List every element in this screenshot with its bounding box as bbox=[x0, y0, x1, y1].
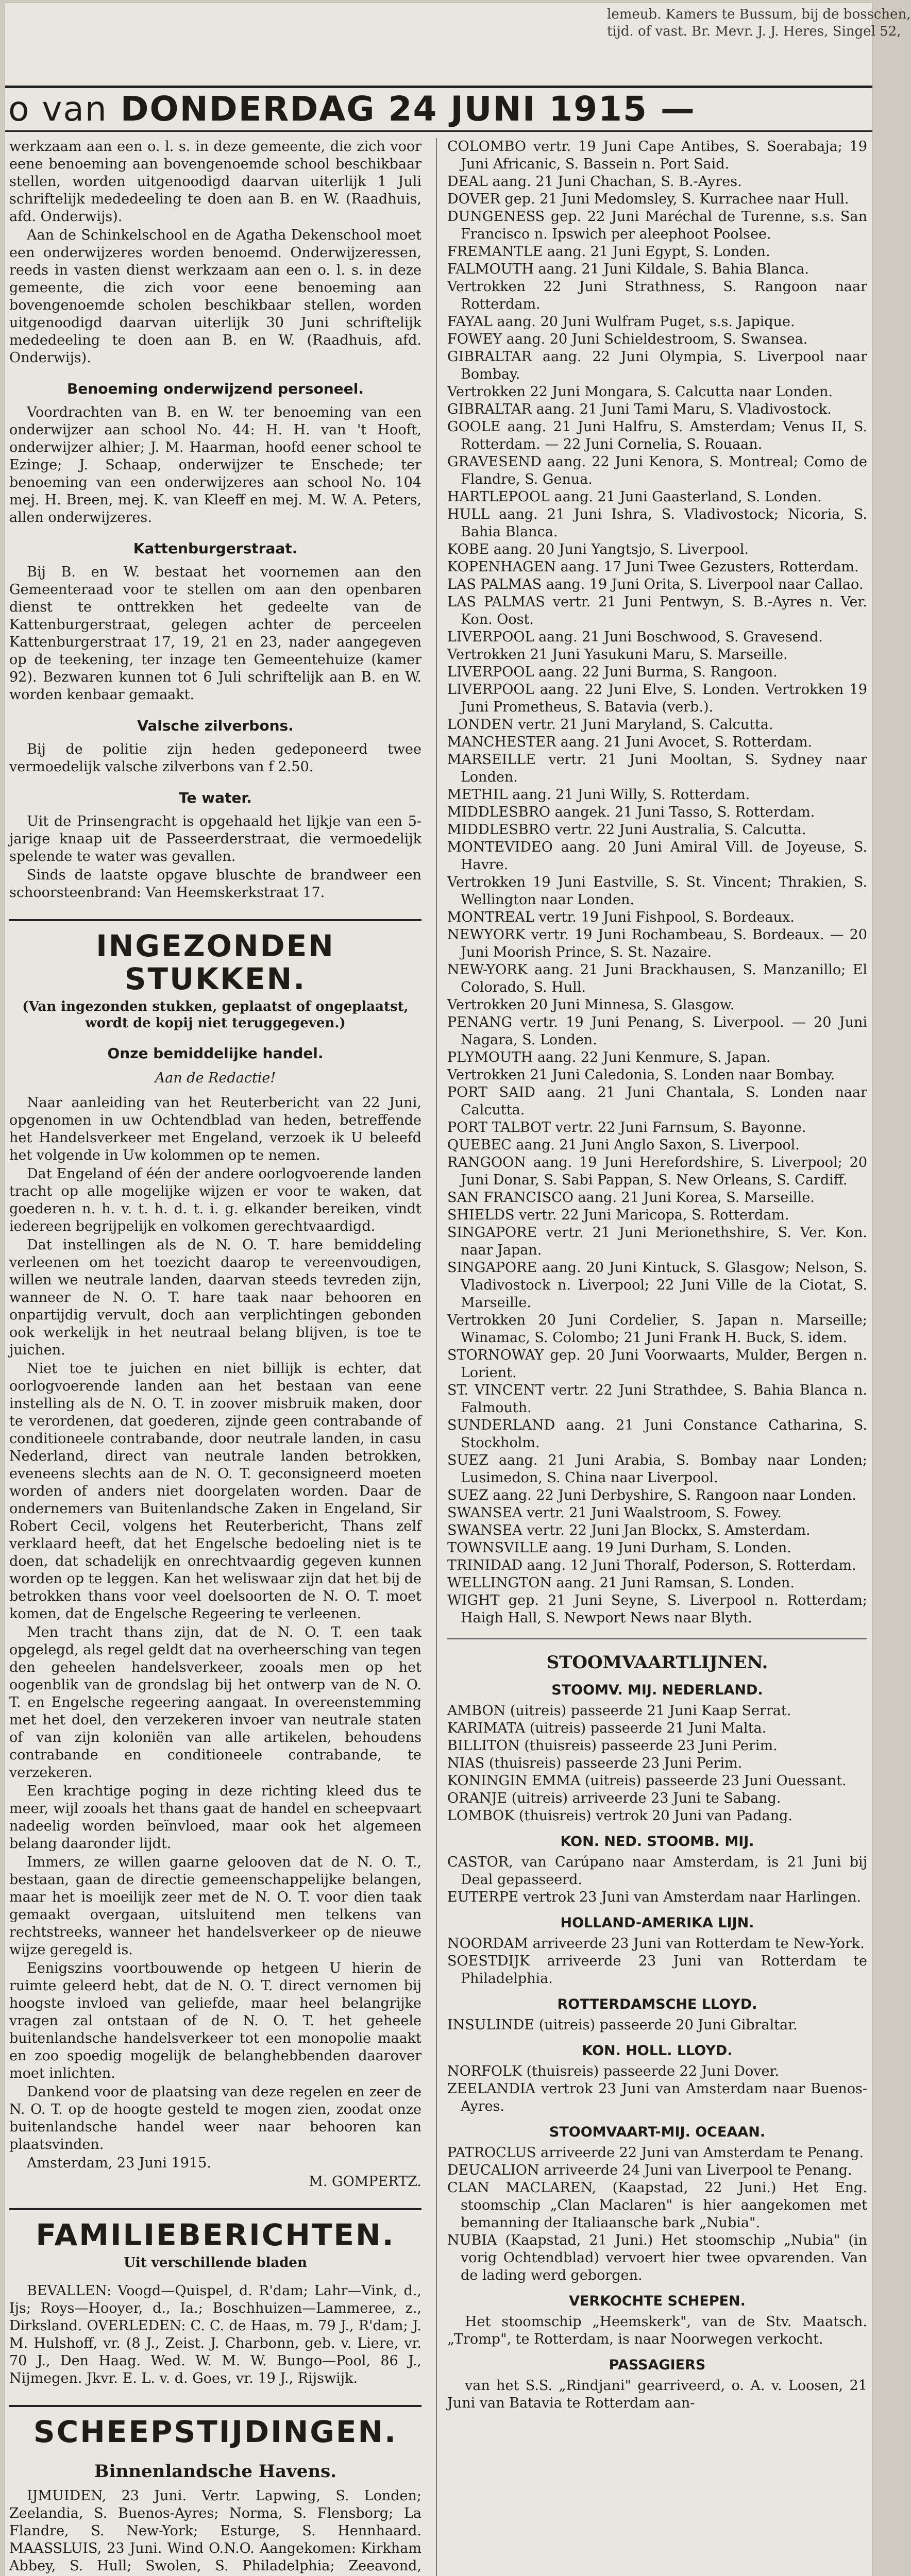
paragraph: Aan de Schinkelschool en de Agatha Dekenschool moet een onderwijzeres worden benoemd. Onderwijzeressen, reeds in vasten dienst werkzaam aan een o. l. s. in deze gemeente, die zich voor eene benoeming aan bovengenoemde scholen beschikbaar stellen, worden uitgenoodigd daarvan uiterlijk 30 Juni schriftelijk mededeeling te doen aan B. en W. (Raadhuis, afd. Onderwijs). bbox=[9, 227, 421, 366]
right-column bbox=[447, 138, 867, 2576]
ship-entry: LOMBOK (thuisreis) vertrok 20 Juni van Padang. bbox=[447, 1808, 792, 1824]
left-column bbox=[9, 138, 421, 2576]
port-entry: RANGOON aang. 19 Juni Herefordshire, S. Liverpool; 20 Juni Donar, S. Sabi Pappan, S. New Orleans, S. Cardiff. bbox=[447, 1155, 867, 1188]
port-entries-list bbox=[447, 138, 867, 1627]
port-entry: SWANSEA vertr. 21 Juni Waalstroom, S. Fowey. bbox=[447, 1505, 782, 1521]
port-entry: MONTREAL vertr. 19 Juni Fishpool, S. Bordeaux. bbox=[447, 909, 795, 925]
dateline-date: DONDERDAG 24 JUNI 1915 — bbox=[120, 89, 696, 129]
company-heading: STOOMV. MIJ. NEDERLAND. bbox=[551, 1682, 763, 1698]
port-entry: DEAL aang. 21 Juni Chachan, S. B.-Ayres. bbox=[447, 174, 742, 190]
port-entry: NEW-YORK aang. 21 Juni Brackhausen, S. Manzanillo; El Colorado, S. Hull. bbox=[447, 962, 867, 995]
letter-paragraph: Dat Engeland of één der andere oorlogvoerende landen tracht op alle mogelijke wijzen er voor te waken, dat goederen n. h. v. t. h. d. t. i. g. elkander bereiken, vindt iedereen begrijpelijk en volkomen gerechtvaardigd. bbox=[9, 1166, 421, 1234]
letter-paragraph: Dankend voor de plaatsing van deze regelen en zeer de N. O. T. op de hoogte gesteld te mogen zien, zoodat onze buitenlandsche handel weer naar behooren kan plaatsvinden. bbox=[9, 2084, 421, 2153]
port-entry: PENANG vertr. 19 Juni Penang, S. Liverpool. — 20 Juni Nagara, S. Londen. bbox=[447, 1014, 867, 1048]
ship-entry: INSULINDE (uitreis) passeerde 20 Juni Gibraltar. bbox=[447, 2017, 798, 2033]
paragraph: IJMUIDEN, 23 Juni. Vertr. Lapwing, S. Londen; Zeelandia, S. Buenos-Ayres; Norma, S. Flensborg; La Flandre, S. New-York; Esturge, S. Hennhaard. MAASSLUIS, 23 Juni. Wind O.N.O. Aangekomen: Kirkham Abbey, S. Hull; Swolen, S. Philadelphia; Zeeavond, bbox=[9, 2488, 421, 2574]
scheeps-title: SCHEEPSTIJDINGEN. bbox=[9, 2405, 421, 2448]
port-entry: GOOLE aang. 21 Juni Halfru, S. Amsterdam; Venus II, S. Rotterdam. — 22 Juni Cornelia, S. Rouaan. bbox=[447, 419, 867, 452]
ship-entry: NOORDAM arriveerde 23 Juni van Rotterdam te New-York. bbox=[447, 1936, 865, 1952]
paragraph: BEVALLEN: Voogd—Quispel, d. R'dam; Lahr—Vink, d., Ijs; Roys—Hooyer, d., Ia.; Boschhuizen—Lammeree, z., Dirksland. OVERLEDEN: C. C. de Haas, m. 79 J., R'dam; J. M. Hulshoff, vr. (8 J., Zeist. J. Charbonn, geb. v. Liere, vr. 70 J., Den Haag. Wed. W. M. W. Bungo—Pool, 86 J., Nijmegen. Jkvr. E. L. v. d. Goes, vr. 19 J., Rijswijk. bbox=[9, 2283, 421, 2386]
section-heading: Kattenburgerstraat. bbox=[133, 540, 298, 557]
port-entry: HULL aang. 21 Juni Ishra, S. Vladivostock; Nicoria, S. Bahia Blanca. bbox=[447, 506, 867, 540]
ship-entry: KONINGIN EMMA (uitreis) passeerde 23 Juni Ouessant. bbox=[447, 1773, 847, 1789]
letter-paragraph: Dat instellingen als de N. O. T. hare bemiddeling verleenen om het toezicht daarop te vereenvoudigen, willen we neutrale landen, daarvan steeds tevreden zijn, wanneer de N. O. T. hare taak naar behooren en onpartijdig vervult, doch aan verplichtingen gebonden ook werkelijk in het neutraal belang blijven, is toe te juichen. bbox=[9, 1237, 421, 1358]
port-entry: PLYMOUTH aang. 22 Juni Kenmure, S. Japan. bbox=[447, 1049, 771, 1065]
familie-subtitle: Uit verschillende bladen bbox=[124, 2255, 307, 2270]
port-entry: LAS PALMAS aang. 19 Juni Orita, S. Liverpool naar Callao. bbox=[447, 577, 864, 592]
binnen-heading: Binnenlandsche Havens. bbox=[94, 2461, 337, 2482]
company-heading: VERKOCHTE SCHEPEN. bbox=[569, 2293, 746, 2309]
company-heading: KON. NED. STOOMB. MIJ. bbox=[560, 1834, 754, 1850]
paragraph: van het S.S. „Rindjani" gearriveerd, o. A. v. Loosen, 21 Juni van Batavia te Rotterdam aan- bbox=[447, 2378, 867, 2411]
ship-entry: ORANJE (uitreis) arriveerde 23 Juni te Sabang. bbox=[447, 1790, 781, 1806]
ship-entry: AMBON (uitreis) passeerde 21 Juni Kaap Serrat. bbox=[447, 1703, 791, 1719]
ship-entry: KARIMATA (uitreis) passeerde 21 Juni Malta. bbox=[447, 1720, 767, 1736]
letter-salutation: Aan de Redactie! bbox=[155, 1070, 276, 1086]
section-heading: Benoeming onderwijzend personeel. bbox=[67, 380, 364, 397]
section-rule bbox=[447, 1638, 867, 1639]
letter-closing: Amsterdam, 23 Juni 1915. bbox=[27, 2155, 211, 2171]
port-entry: PORT SAID aang. 21 Juni Chantala, S. Londen naar Calcutta. bbox=[447, 1084, 867, 1118]
company-heading: KON. HOLL. LLOYD. bbox=[582, 2043, 733, 2059]
port-entry: KOPENHAGEN aang. 17 Juni Twee Gezusters, Rotterdam. bbox=[447, 559, 859, 575]
company-heading: PASSAGIERS bbox=[609, 2357, 706, 2373]
letter-paragraph: Niet toe te juichen en niet billijk is echter, dat oorlogvoerende landen aan het bestaan van eene instelling als de N. O. T. in zoover misbruik maken, door te verordenen, dat goederen, zijnde geen contrabande of conditioneele contrabande, door neutrale landen, in casu Nederland, direct van neutrale landen betrokken, eveneens slechts aan de N. O. T. geconsigneerd moeten worden of anders niet doorgelaten worden. Daar de ondernemers van Buitenlandsche Zaken in Engeland, Sir Robert Cecil, volgens het Reuterbericht, Thans zelf verklaard heeft, dat het Engelsche bedoeling niet is te doen, dat schadelijk en onrechtvaardig gegeven kunnen worden op te leggen. Kan het weliswaar zijn dat het bij de betrokken thans voor veel doelsoorten de N. O. T. moet komen, dat de Engelsche Regeering te verleenen. bbox=[9, 1361, 421, 1622]
ship-entry: DEUCALION arriveerde 24 Juni van Liverpool te Penang. bbox=[447, 2162, 852, 2178]
letter-paragraph: Men tracht thans zijn, dat de N. O. T. een taak opgelegd, als regel geldt dat na overheersching van tegen den geheelen handelsverkeer, zooals men op het oogenblik van de grondslag bij het ontwerp van de N. O. T. en Engelsche regeering aangaat. In overeenstemming met het doel, den verzekeren invoer van neutrale staten of van zijn koloniën van alle artikelen, behoudens contrabande en conditioneele contrabande, te verzekeren. bbox=[9, 1624, 421, 1781]
port-entry: SUEZ aang. 22 Juni Derbyshire, S. Rangoon naar Londen. bbox=[447, 1487, 856, 1503]
company-heading: HOLLAND-AMERIKA LIJN. bbox=[560, 1915, 754, 1931]
ingezonden-title: INGEZONDEN STUKKEN. bbox=[9, 919, 421, 995]
dateline-prefix: o van bbox=[8, 89, 108, 129]
port-entry: DOVER gep. 21 Juni Medomsley, S. Kurrachee naar Hull. bbox=[447, 191, 849, 207]
port-entry: MIDDLESBRO vertr. 22 Juni Australia, S. Calcutta. bbox=[447, 822, 806, 838]
top-strip-line: tijd. of vast. Br. Mevr. J. J. Heres, Singel 52, bbox=[607, 24, 901, 39]
company-heading: STOOMVAART-MIJ. OCEAAN. bbox=[549, 2124, 766, 2140]
ship-entry: PATROCLUS arriveerde 22 Juni van Amsterdam te Penang. bbox=[447, 2145, 864, 2161]
paragraph: Bij B. en W. bestaat het voornemen aan den Gemeenteraad voor te stellen om aan den openbaren dienst te onttrekken het gedeelte van de Kattenburgerstraat, gelegen achter de perceelen Kattenburgerstraat 17, 19, 21 en 23, nader aangegeven op de teekening, ter inzage ten Gemeentehuize (kamer 92). Bezwaren kunnen tot 6 Juli schriftelijk aan B. en W. worden kenbaar gemaakt. bbox=[9, 564, 421, 703]
port-entry: SINGAPORE vertr. 21 Juni Merionethshire, S. Ver. Kon. naar Japan. bbox=[447, 1225, 867, 1258]
port-entry: ST. VINCENT vertr. 22 Juni Strathdee, S. Bahia Blanca n. Falmouth. bbox=[447, 1382, 867, 1416]
ship-entry: BILLITON (thuisreis) passeerde 23 Juni Perim. bbox=[447, 1738, 778, 1754]
ship-entry: NUBIA (Kaapstad, 21 Juni.) Het stoomschip „Nubia" (in vorig Ochtendblad) vervoert hier twee opvarenden. Van de lading werd geborgen. bbox=[447, 2232, 867, 2283]
port-entry: COLOMBO vertr. 19 Juni Cape Antibes, S. Soerabaja; 19 Juni Africanic, S. Bassein n. Port Said. bbox=[447, 139, 867, 172]
port-entry: TOWNSVILLE aang. 19 Juni Durham, S. Londen. bbox=[447, 1540, 791, 1556]
port-entry: LIVERPOOL aang. 22 Juni Burma, S. Rangoon. bbox=[447, 664, 778, 680]
masthead-dateline bbox=[5, 86, 872, 132]
port-entry: LIVERPOOL aang. 21 Juni Boschwood, S. Gravesend. bbox=[447, 629, 823, 645]
port-entry: SWANSEA vertr. 22 Juni Jan Blockx, S. Amsterdam. bbox=[447, 1522, 811, 1538]
port-entry: QUEBEC aang. 21 Juni Anglo Saxon, S. Liverpool. bbox=[447, 1137, 800, 1153]
section-heading: Valsche zilverbons. bbox=[137, 717, 294, 734]
port-entry: WELLINGTON aang. 21 Juni Ramsan, S. Londen. bbox=[447, 1575, 795, 1591]
letter-paragraph: Naar aanleiding van het Reuterbericht van 22 Juni, opgenomen in uw Ochtendblad van heden, betreffende het Handelsverkeer met Engeland, verzoek ik U beleefd het volgende in Uw kolommen op te nemen. bbox=[9, 1095, 421, 1163]
port-entry: LONDEN vertr. 21 Juni Maryland, S. Calcutta. bbox=[447, 717, 773, 733]
newspaper-clipping bbox=[5, 3, 911, 2576]
port-entry: Vertrokken 20 Juni Minnesa, S. Glasgow. bbox=[447, 997, 735, 1013]
ship-entry: CLAN MACLAREN, (Kaapstad, 22 Juni.) Het Eng. stoomschip „Clan Maclaren" is hier aangekomen met bemanning der Italiaansche bark „Nubia". bbox=[447, 2180, 867, 2231]
port-entry: PORT TALBOT vertr. 22 Juni Farnsum, S. Bayonne. bbox=[447, 1120, 806, 1136]
port-entry: Vertrokken 20 Juni Cordelier, S. Japan n. Marseille; Winamac, S. Colombo; 21 Juni Frank H. Buck, S. idem. bbox=[447, 1312, 867, 1346]
port-entry: SUEZ aang. 21 Juni Arabia, S. Bombay naar Londen; Lusimedon, S. China naar Liverpool. bbox=[447, 1452, 867, 1486]
paragraph: Uit de Prinsengracht is opgehaald het lijkje van een 5-jarige knaap uit de Passeerderstraat, die vermoedelijk spelende te water was gevallen. bbox=[9, 814, 421, 865]
paragraph: Het stoomschip „Heemskerk", van de Stv. Maatsch. „Tromp", te Rotterdam, is naar Noorwegen verkocht. bbox=[447, 2314, 867, 2347]
ship-entry: CASTOR, van Carúpano naar Amsterdam, is 21 Juni bij Deal gepasseerd. bbox=[447, 1854, 867, 1888]
port-entry: DUNGENESS gep. 22 Juni Maréchal de Turenne, s.s. San Francisco n. Ipswich per aleephoot Poolsee. bbox=[447, 209, 867, 242]
port-entry: KOBE aang. 20 Juni Yangtsjo, S. Liverpool. bbox=[447, 541, 749, 557]
port-entry: SAN FRANCISCO aang. 21 Juni Korea, S. Marseille. bbox=[447, 1190, 815, 1206]
port-entry: HARTLEPOOL aang. 21 Juni Gaasterland, S. Londen. bbox=[447, 489, 822, 505]
letter-paragraph: Eenigszins voortbouwende op hetgeen U hierin de ruimte geleerd hebt, dat de N. O. T. direct vernomen bij hoogste invloed van geliefde, maar heel belangrijke vragen zal ontstaan of de N. O. T. het geheele buitenlandsche handelsverkeer tot een monopolie maakt en zoo spoedig mogelijk de belanghebbenden daarover moet inlichten. bbox=[9, 1960, 421, 2081]
port-entry: MANCHESTER aang. 21 Juni Avocet, S. Rotterdam. bbox=[447, 734, 813, 750]
top-strip-line: lemeub. Kamers te Bussum, bij de bosschen, bbox=[607, 7, 911, 22]
port-entry: Vertrokken 19 Juni Eastville, S. St. Vincent; Thrakien, S. Wellington naar Londen. bbox=[447, 874, 867, 908]
ship-entry: SOESTDIJK arriveerde 23 Juni van Rotterdam te Philadelphia. bbox=[447, 1953, 867, 1987]
letter-signature: M. GOMPERTZ. bbox=[309, 2174, 421, 2190]
port-entry: FOWEY aang. 20 Juni Schieldestroom, S. Swansea. bbox=[447, 331, 808, 347]
port-entry: Vertrokken 21 Juni Yasukuni Maru, S. Marseille. bbox=[447, 647, 788, 663]
ship-entry: NORFOLK (thuisreis) passeerde 22 Juni Dover. bbox=[447, 2063, 780, 2079]
section-heading: Te water. bbox=[179, 789, 252, 806]
port-entry: GIBRALTAR aang. 21 Juni Tami Maru, S. Vladivostock. bbox=[447, 401, 832, 417]
letter-paragraph: Immers, ze willen gaarne gelooven dat de N. O. T., bestaan, gaan de directie gemeenschappelijke belangen, maar het is moeilijk zeer met de N. O. T. voor dien taak gemaakt overgaan, uitsluitend men telkens van rechtstreeks, wanneer het handelsverkeer op de nieuwe wijze geregeld is. bbox=[9, 1854, 421, 1958]
port-entry: Vertrokken 22 Juni Strathness, S. Rangoon naar Rotterdam. bbox=[447, 279, 867, 312]
port-entry: GIBRALTAR aang. 22 Juni Olympia, S. Liverpool naar Bombay. bbox=[447, 349, 867, 382]
port-entry: TRINIDAD aang. 12 Juni Thoralf, Poderson, S. Rotterdam. bbox=[447, 1557, 856, 1573]
port-entry: FALMOUTH aang. 21 Juni Kildale, S. Bahia Blanca. bbox=[447, 261, 809, 277]
port-entry: LIVERPOOL aang. 22 Juni Elve, S. Londen. Vertrokken 19 Juni Prometheus, S. Batavia (verb.). bbox=[447, 682, 867, 715]
port-entry: GRAVESEND aang. 22 Juni Kenora, S. Montreal; Como de Flandre, S. Genua. bbox=[447, 454, 867, 487]
paragraph: Sinds de laatste opgave bluschte de brandweer een schoorsteenbrand: Van Heemskerkstraat 17. bbox=[9, 867, 421, 901]
port-entry: FAYAL aang. 20 Juni Wulfram Puget, s.s. Japique. bbox=[447, 314, 795, 330]
ship-entry: ZEELANDIA vertrok 23 Juni van Amsterdam naar Buenos-Ayres. bbox=[447, 2081, 867, 2114]
column-divider bbox=[436, 138, 437, 2576]
letter-paragraph: Een krachtige poging in deze richting kleed dus te meer, wijl zooals het thans gaat de handel en scheepvaart nadeelig worden beïnvloed, maar ook het algemeen belang daaronder lijdt. bbox=[9, 1783, 421, 1852]
port-entry: MIDDLESBRO aangek. 21 Juni Tasso, S. Rotterdam. bbox=[447, 804, 815, 820]
paragraph: werkzaam aan een o. l. s. in deze gemeente, die zich voor eene benoeming aan bovengenoemde school beschikbaar stellen, worden uitgenoodigd daarvan uiterlijk 1 Juli schriftelijk mededeeling te doen aan B. en W. (Raadhuis, afd. Onderwijs). bbox=[9, 139, 421, 225]
port-entry: MONTEVIDEO aang. 20 Juni Amiral Vill. de Joyeuse, S. Havre. bbox=[447, 839, 867, 873]
port-entry: SINGAPORE aang. 20 Juni Kintuck, S. Glasgow; Nelson, S. Vladivostock n. Liverpool; 22 Juni Ville de la Ciotat, S. Marseille. bbox=[447, 1260, 867, 1311]
port-entry: Vertrokken 21 Juni Caledonia, S. Londen naar Bombay. bbox=[447, 1067, 835, 1083]
port-entry: NEWYORK vertr. 19 Juni Rochambeau, S. Bordeaux. — 20 Juni Moorish Prince, S. St. Nazaire. bbox=[447, 927, 867, 960]
port-entry: FREMANTLE aang. 21 Juni Egypt, S. Londen. bbox=[447, 244, 770, 260]
port-entry: Vertrokken 22 Juni Mongara, S. Calcutta naar Londen. bbox=[447, 384, 833, 400]
port-entry: METHIL aang. 21 Juni Willy, S. Rotterdam. bbox=[447, 787, 750, 803]
ingezonden-subtitle: (Van ingezonden stukken, geplaatst of ongeplaatst, wordt de kopij niet teruggegeven.) bbox=[22, 999, 409, 1031]
top-strip-advert bbox=[603, 3, 911, 91]
port-entry: LAS PALMAS vertr. 21 Juni Pentwyn, S. B.-Ayres n. Ver. Kon. Oost. bbox=[447, 594, 867, 628]
stoomvaart-heading: STOOMVAARTLIJNEN. bbox=[546, 1652, 768, 1673]
port-entry: MARSEILLE vertr. 21 Juni Mooltan, S. Sydney naar Londen. bbox=[447, 752, 867, 785]
company-heading: ROTTERDAMSCHE LLOYD. bbox=[557, 1996, 757, 2012]
ship-entry: NIAS (thuisreis) passeerde 23 Juni Perim. bbox=[447, 1755, 743, 1771]
letter-heading: Onze bemiddelijke handel. bbox=[107, 1045, 324, 1062]
familie-title: FAMILIEBERICHTEN. bbox=[9, 2208, 421, 2251]
paragraph: Bij de politie zijn heden gedeponeerd twee vermoedelijk valsche zilverbons van f 2.50. bbox=[9, 741, 421, 775]
port-entry: SUNDERLAND aang. 21 Juni Constance Catharina, S. Stockholm. bbox=[447, 1417, 867, 1451]
paragraph: Voordrachten van B. en W. ter benoeming van een onderwijzer aan school No. 44: H. H. van 't Hooft, onderwijzer alhier; J. M. Haarman, hoofd eener school te Ezinge; J. Schaap, onderwijzer te Enschede; ter benoeming van een onderwijzeres aan school No. 104 mej. H. Breen, mej. K. van Kleeff en mej. M. W. A. Peters, allen onderwijzeres. bbox=[9, 404, 421, 526]
port-entry: STORNOWAY gep. 20 Juni Voorwaarts, Mulder, Bergen n. Lorient. bbox=[447, 1347, 867, 1381]
port-entry: WIGHT gep. 21 Juni Seyne, S. Liverpool n. Rotterdam; Haigh Hall, S. Newport News naar Blyth. bbox=[447, 1592, 867, 1626]
port-entry: SHIELDS vertr. 22 Juni Maricopa, S. Rotterdam. bbox=[447, 1207, 789, 1223]
ship-entry: EUTERPE vertrok 23 Juni van Amsterdam naar Harlingen. bbox=[447, 1889, 861, 1905]
